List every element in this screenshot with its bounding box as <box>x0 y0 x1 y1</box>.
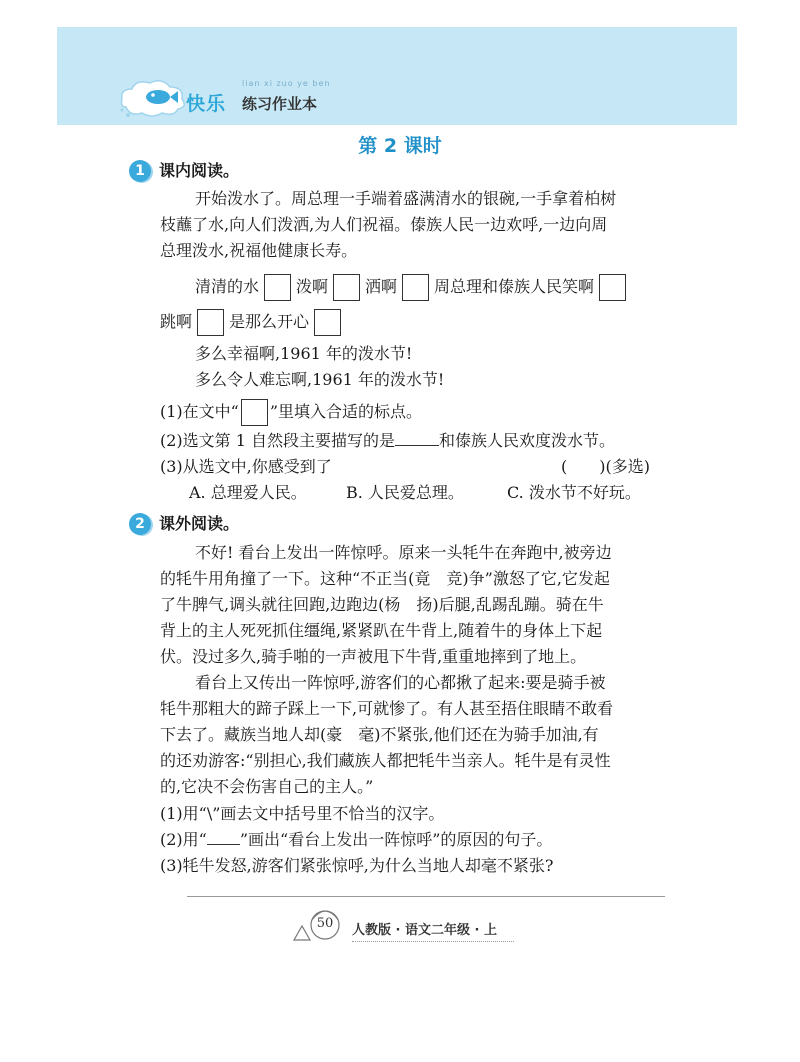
passage-line: 伏。没过多久,骑手啪的一声被甩下牛背,重重地摔到了地上。 <box>160 647 587 666</box>
passage-line: 背上的主人死死抓住缰绳,紧紧趴在牛背上,随着牛的身体上下起 <box>160 621 603 640</box>
poem-text: 周总理和傣族人民笑啊 <box>434 277 595 296</box>
answer-box[interactable] <box>241 399 268 426</box>
poem-text: 跳啊 <box>160 312 193 331</box>
cloud-fish-icon <box>118 77 190 121</box>
question-text: (2)选文第 1 自然段主要描写的是 <box>160 431 396 450</box>
passage-line: 下去了。藏族当地人却(豪 毫)不紧张,他们还在为骑手加油,有 <box>160 725 599 744</box>
section-title: 课外阅读。 <box>159 514 240 533</box>
poem-line: 多么幸福啊,1961 年的泼水节! <box>195 344 413 363</box>
brand-logo <box>118 75 348 127</box>
question-text: (2)用“ <box>160 830 207 849</box>
footer-dotted-line <box>352 941 514 942</box>
footer-divider <box>187 896 665 897</box>
passage-line: 开始泼水了。周总理一手端着盛满清水的银碗,一手拿着柏树 <box>195 189 617 208</box>
question-text: 和傣族人民欢度泼水节。 <box>439 431 616 450</box>
section-number-badge: 2 <box>129 513 151 535</box>
question-3: (3)牦牛发怒,游客们紧张惊呼,为什么当地人却毫不紧张? <box>160 856 554 875</box>
question-2 <box>160 830 552 850</box>
poem-text: 清清的水 <box>195 277 260 296</box>
passage-line: 看台上又传出一阵惊呼,游客们的心都揪了起来:要是骑手被 <box>195 673 606 692</box>
section-title: 课内阅读。 <box>159 161 240 180</box>
footer-text: 人教版 · 语文二年级 · 上 <box>352 923 497 938</box>
lesson-title: 第 2 课时 <box>358 135 442 157</box>
question-2 <box>160 431 615 451</box>
answer-box[interactable] <box>264 274 291 301</box>
section-number-badge: 1 <box>129 160 151 182</box>
answer-box[interactable] <box>402 274 429 301</box>
page-number: 50 <box>316 916 334 931</box>
logo-pinyin: lian xi zuo ye ben <box>242 79 331 88</box>
passage-line: 的牦牛用角撞了一下。这种“不正当(竟 竞)争”激怒了它,它发起 <box>160 569 610 588</box>
question-text: (1)在文中“ <box>160 402 239 421</box>
logo-main-text: 快乐 <box>186 93 227 115</box>
passage-line: 的,它决不会伤害自己的主人。” <box>160 777 374 796</box>
logo-sub-text: 练习作业本 <box>242 95 318 113</box>
footer <box>292 908 522 944</box>
option-a[interactable]: A. 总理爱人民。 <box>189 483 307 502</box>
question-text: ”里填入合适的标点。 <box>269 402 423 421</box>
question-1: (1)用“\”画去文中括号里不恰当的汉字。 <box>160 804 445 823</box>
passage-line: 总理泼水,祝福他健康长寿。 <box>160 241 358 260</box>
passage-line: 了牛脾气,调头就往回跑,边跑边(杨 扬)后腿,乱踢乱蹦。骑在牛 <box>160 595 604 614</box>
passage-line: 牦牛那粗大的蹄子踩上一下,可就惨了。有人甚至捂住眼睛不敢看 <box>160 699 614 718</box>
question-3: (3)从选文中,你感受到了 <box>160 457 332 476</box>
poem-line <box>160 309 346 336</box>
poem-line: 多么令人难忘啊,1961 年的泼水节! <box>195 370 445 389</box>
answer-paren[interactable]: ( )(多选) <box>561 457 650 476</box>
question-1 <box>160 399 422 426</box>
passage-line: 不好! 看台上发出一阵惊呼。原来一头牦牛在奔跑中,被旁边 <box>195 543 612 562</box>
passage-line: 枝蘸了水,向人们泼洒,为人们祝福。傣族人民一边欢呼,一边向周 <box>160 215 608 234</box>
poem-text: 是那么开心 <box>229 312 310 331</box>
option-b[interactable]: B. 人民爱总理。 <box>346 483 464 502</box>
answer-blank[interactable] <box>395 431 439 446</box>
answer-box[interactable] <box>314 309 341 336</box>
underline-sample <box>207 830 240 845</box>
poem-text: 泼啊 <box>296 277 329 296</box>
option-c[interactable]: C. 泼水节不好玩。 <box>507 483 641 502</box>
poem-line <box>195 274 631 301</box>
answer-box[interactable] <box>333 274 360 301</box>
question-text: ”画出“看台上发出一阵惊呼”的原因的句子。 <box>239 830 553 849</box>
poem-text: 洒啊 <box>365 277 398 296</box>
passage-line: 的还劝游客:“别担心,我们藏族人都把牦牛当亲人。牦牛是有灵性 <box>160 751 611 770</box>
answer-box[interactable] <box>599 274 626 301</box>
answer-box[interactable] <box>197 309 224 336</box>
